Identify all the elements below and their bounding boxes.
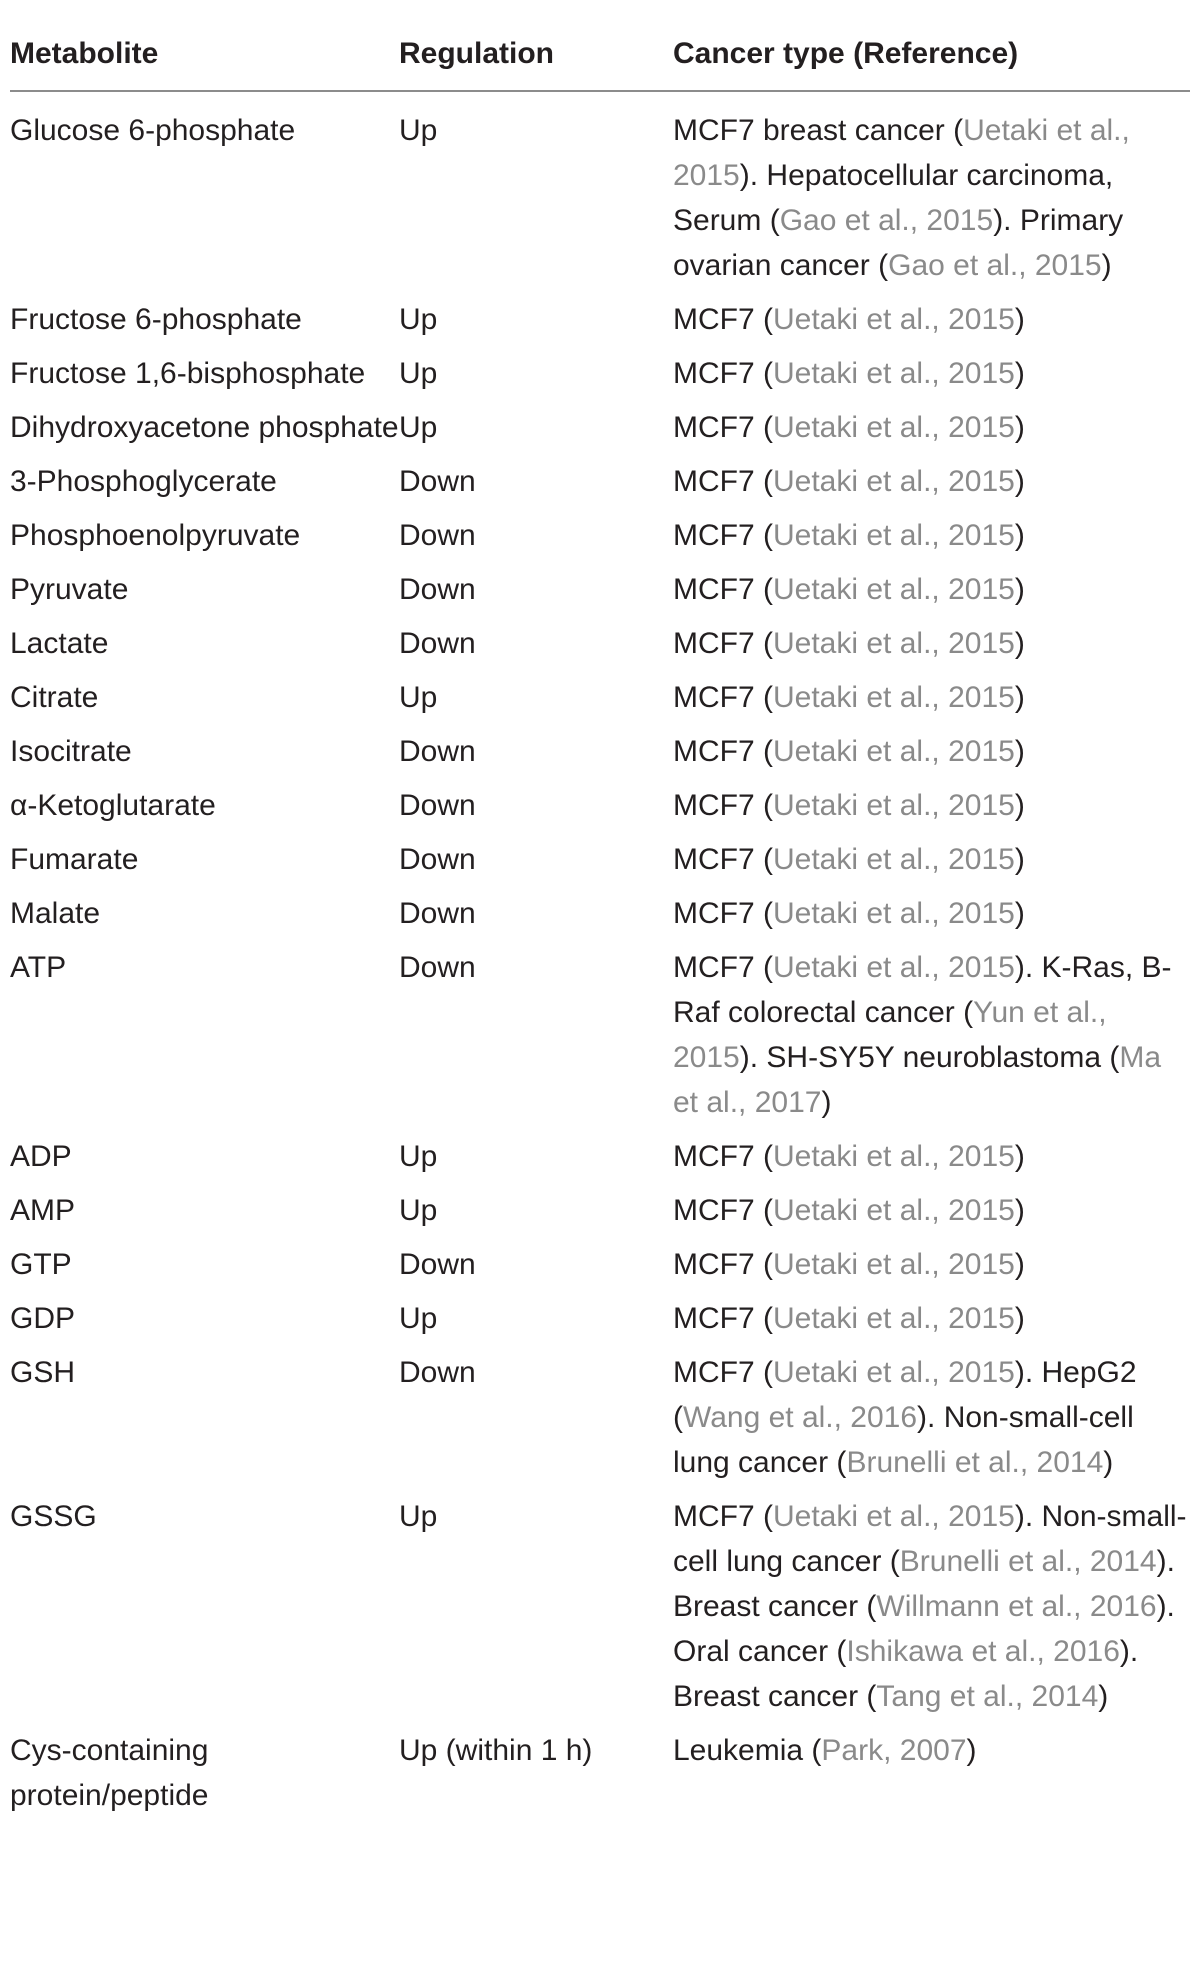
reference-link[interactable]: Uetaki et al., 2015	[773, 735, 1015, 768]
reference-link[interactable]: Uetaki et al., 2015	[773, 573, 1015, 606]
regulation-cell: Down	[399, 789, 476, 822]
cancer-type-text: )	[1014, 681, 1025, 714]
regulation-cell: Up (within 1 h)	[399, 1734, 593, 1767]
table-row	[10, 621, 1190, 675]
cancer-type-text: MCF7 (	[673, 465, 773, 498]
reference-link[interactable]: Uetaki et al., 2015	[773, 1500, 1015, 1533]
cancer-type-text: MCF7 (	[673, 1500, 773, 1533]
table-row	[10, 1242, 1190, 1296]
cancer-type-text: MCF7 (	[673, 627, 773, 660]
cancer-type-text: MCF7 (	[673, 411, 773, 444]
table-row	[10, 513, 1190, 567]
reference-link[interactable]: Uetaki et al., 2015	[773, 627, 1015, 660]
cancer-type-text: MCF7 (	[673, 843, 773, 876]
metabolite-cell: GSSG	[10, 1500, 97, 1533]
cancer-type-text: ). SH-SY5Y neuroblastoma (	[739, 1041, 1120, 1074]
cancer-type-text: )	[1014, 843, 1025, 876]
reference-link[interactable]: Park, 2007	[821, 1734, 967, 1767]
table-row	[10, 837, 1190, 891]
metabolite-cell: Glucose 6-phosphate	[10, 114, 296, 147]
cancer-type-text: MCF7 (	[673, 303, 773, 336]
cancer-type-cell	[673, 621, 1190, 666]
reference-link[interactable]: Ma et al., 2017	[673, 1041, 1162, 1119]
table-row	[10, 567, 1190, 621]
cancer-type-cell	[673, 297, 1190, 342]
cancer-type-text: MCF7 (	[673, 1248, 773, 1281]
regulation-cell: Down	[399, 951, 476, 984]
table-row	[10, 891, 1190, 945]
regulation-cell: Up	[399, 357, 438, 390]
cancer-type-text: Leukemia (	[673, 1734, 822, 1767]
regulation-cell: Down	[399, 843, 476, 876]
table-body	[10, 92, 1190, 1827]
cancer-type-cell	[673, 1494, 1190, 1719]
reference-link[interactable]: Willmann et al., 2016	[876, 1590, 1157, 1623]
regulation-cell: Down	[399, 627, 476, 660]
cancer-type-cell	[673, 1350, 1190, 1485]
regulation-cell: Up	[399, 681, 438, 714]
reference-link[interactable]: Uetaki et al., 2015	[773, 411, 1015, 444]
cancer-type-text: MCF7 (	[673, 735, 773, 768]
regulation-cell: Down	[399, 735, 476, 768]
cancer-type-cell	[673, 1134, 1190, 1179]
cancer-type-text: ). Primary ovarian cancer (	[673, 204, 1124, 282]
cancer-type-text: )	[1103, 1446, 1114, 1479]
cancer-type-cell	[673, 783, 1190, 828]
cancer-type-cell	[673, 567, 1190, 612]
regulation-cell: Down	[399, 465, 476, 498]
metabolite-cell: GDP	[10, 1302, 76, 1335]
table-row	[10, 675, 1190, 729]
cancer-type-text: )	[966, 1734, 977, 1767]
reference-link[interactable]: Uetaki et al., 2015	[773, 357, 1015, 390]
regulation-cell: Up	[399, 1500, 438, 1533]
cancer-type-text: ). HepG2 (	[673, 1356, 1137, 1434]
cancer-type-cell	[673, 891, 1190, 936]
reference-link[interactable]: Uetaki et al., 2015	[773, 1194, 1015, 1227]
cancer-type-cell	[673, 837, 1190, 882]
reference-link[interactable]: Uetaki et al., 2015	[773, 1302, 1015, 1335]
metabolite-cell: ATP	[10, 951, 67, 984]
table-row	[10, 1296, 1190, 1350]
reference-link[interactable]: Uetaki et al., 2015	[773, 1356, 1015, 1389]
cancer-type-text: )	[1101, 249, 1112, 282]
cancer-type-cell	[673, 1728, 1190, 1818]
cancer-type-text: MCF7 (	[673, 789, 773, 822]
metabolite-cell: Lactate	[10, 627, 109, 660]
cancer-type-text: MCF7 (	[673, 681, 773, 714]
regulation-cell: Up	[399, 1140, 438, 1173]
cancer-type-text: ). K-Ras, B-Raf colorectal cancer (	[673, 951, 1172, 1029]
regulation-cell: Up	[399, 1194, 438, 1227]
table-row	[10, 1728, 1190, 1827]
cancer-type-text: MCF7 (	[673, 1140, 773, 1173]
cancer-type-text: MCF7 (	[673, 1194, 773, 1227]
cancer-type-text: )	[1014, 1302, 1025, 1335]
cancer-type-text: ). Breast cancer (	[673, 1545, 1175, 1623]
metabolite-cell: Malate	[10, 897, 101, 930]
table-row	[10, 405, 1190, 459]
reference-link[interactable]: Uetaki et al., 2015	[773, 951, 1015, 984]
cancer-type-cell	[673, 1242, 1190, 1287]
table-row	[10, 351, 1190, 405]
cancer-type-cell	[673, 675, 1190, 720]
reference-link[interactable]: Uetaki et al., 2015	[773, 789, 1015, 822]
cancer-type-cell	[673, 108, 1190, 288]
reference-link[interactable]: Uetaki et al., 2015	[773, 843, 1015, 876]
metabolite-cell: Fumarate	[10, 843, 139, 876]
cancer-type-text: )	[1014, 627, 1025, 660]
regulation-cell: Down	[399, 519, 476, 552]
table-row	[10, 945, 1190, 1134]
metabolite-cell: Citrate	[10, 681, 99, 714]
metabolite-cell: GSH	[10, 1356, 76, 1389]
reference-link[interactable]: Uetaki et al., 2015	[773, 897, 1015, 930]
table-row	[10, 1494, 1190, 1728]
metabolite-cell: Cys-containing protein/peptide	[10, 1734, 209, 1812]
metabolite-cell: Dihydroxyacetone phosphate	[10, 411, 399, 444]
cancer-type-text: )	[1014, 357, 1025, 390]
metabolite-cell: α-Ketoglutarate	[10, 789, 216, 822]
reference-link[interactable]: Tang et al., 2014	[876, 1680, 1099, 1713]
table-row	[10, 108, 1190, 297]
table-row	[10, 729, 1190, 783]
regulation-cell: Up	[399, 1302, 438, 1335]
regulation-cell: Up	[399, 411, 438, 444]
column-header-metabolite: Metabolite	[10, 37, 159, 70]
table-row	[10, 459, 1190, 513]
table-row	[10, 783, 1190, 837]
cancer-type-text: ). Hepatocellular carcinoma, Serum (	[673, 159, 1114, 237]
cancer-type-text: ). Non-small-cell lung cancer (	[673, 1500, 1187, 1578]
column-header-cancer-type: Cancer type (Reference)	[673, 37, 1019, 70]
metabolite-cell: Isocitrate	[10, 735, 132, 768]
cancer-type-text: MCF7 (	[673, 951, 773, 984]
table-row	[10, 1134, 1190, 1188]
metabolite-cell: Phosphoenolpyruvate	[10, 519, 301, 552]
metabolite-table	[10, 0, 1190, 1827]
reference-link[interactable]: Gao et al., 2015	[888, 249, 1102, 282]
regulation-cell: Up	[399, 114, 438, 147]
regulation-cell: Down	[399, 897, 476, 930]
reference-link[interactable]: Uetaki et al., 2015	[673, 114, 1130, 192]
metabolite-cell: Fructose 6-phosphate	[10, 303, 302, 336]
reference-link[interactable]: Uetaki et al., 2015	[773, 519, 1015, 552]
cancer-type-text: ). Breast cancer (	[673, 1635, 1139, 1713]
table-row	[10, 297, 1190, 351]
table-row	[10, 1188, 1190, 1242]
regulation-cell: Down	[399, 1356, 476, 1389]
reference-link[interactable]: Gao et al., 2015	[779, 204, 994, 237]
cancer-type-text: MCF7 (	[673, 897, 773, 930]
cancer-type-cell	[673, 405, 1190, 450]
reference-link[interactable]: Uetaki et al., 2015	[773, 303, 1015, 336]
cancer-type-text: MCF7 (	[673, 519, 773, 552]
cancer-type-text: ). Oral cancer (	[673, 1590, 1175, 1668]
metabolite-cell: 3-Phosphoglycerate	[10, 465, 277, 498]
cancer-type-text: )	[1014, 789, 1025, 822]
cancer-type-text: )	[1014, 897, 1025, 930]
column-header-regulation: Regulation	[399, 37, 554, 70]
cancer-type-text: )	[1014, 411, 1025, 444]
cancer-type-text: MCF7 (	[673, 573, 773, 606]
cancer-type-text: )	[821, 1086, 832, 1119]
regulation-cell: Down	[399, 573, 476, 606]
cancer-type-text: )	[1014, 303, 1025, 336]
metabolite-cell: Fructose 1,6-bisphosphate	[10, 357, 366, 390]
reference-link[interactable]: Uetaki et al., 2015	[773, 1140, 1015, 1173]
cancer-type-cell	[673, 945, 1190, 1125]
cancer-type-cell	[673, 513, 1190, 558]
cancer-type-text: )	[1014, 573, 1025, 606]
cancer-type-text: MCF7 (	[673, 357, 773, 390]
cancer-type-text: )	[1014, 465, 1025, 498]
cancer-type-text: )	[1014, 1194, 1025, 1227]
table-row	[10, 1350, 1190, 1494]
cancer-type-cell	[673, 459, 1190, 504]
cancer-type-text: )	[1014, 1140, 1025, 1173]
cancer-type-cell	[673, 729, 1190, 774]
regulation-cell: Up	[399, 303, 438, 336]
reference-link[interactable]: Yun et al., 2015	[673, 996, 1107, 1074]
cancer-type-text: MCF7 breast cancer (	[673, 114, 964, 147]
cancer-type-text: MCF7 (	[673, 1356, 773, 1389]
cancer-type-cell	[673, 351, 1190, 396]
metabolite-cell: GTP	[10, 1248, 72, 1281]
metabolite-cell: Pyruvate	[10, 573, 129, 606]
reference-link[interactable]: Uetaki et al., 2015	[773, 465, 1015, 498]
cancer-type-cell	[673, 1188, 1190, 1233]
cancer-type-text: )	[1098, 1680, 1109, 1713]
reference-link[interactable]: Brunelli et al., 2014	[846, 1446, 1104, 1479]
metabolite-cell: ADP	[10, 1140, 72, 1173]
reference-link[interactable]: Ishikawa et al., 2016	[846, 1635, 1120, 1668]
table-header	[10, 0, 1190, 92]
reference-link[interactable]: Uetaki et al., 2015	[773, 1248, 1015, 1281]
cancer-type-text: )	[1014, 1248, 1025, 1281]
reference-link[interactable]: Wang et al., 2016	[683, 1401, 918, 1434]
cancer-type-text: ). Non-small-cell lung cancer (	[673, 1401, 1134, 1479]
reference-link[interactable]: Brunelli et al., 2014	[899, 1545, 1157, 1578]
cancer-type-cell	[673, 1296, 1190, 1341]
cancer-type-text: )	[1014, 519, 1025, 552]
cancer-type-text: MCF7 (	[673, 1302, 773, 1335]
regulation-cell: Down	[399, 1248, 476, 1281]
metabolite-cell: AMP	[10, 1194, 76, 1227]
cancer-type-text: )	[1014, 735, 1025, 768]
reference-link[interactable]: Uetaki et al., 2015	[773, 681, 1015, 714]
